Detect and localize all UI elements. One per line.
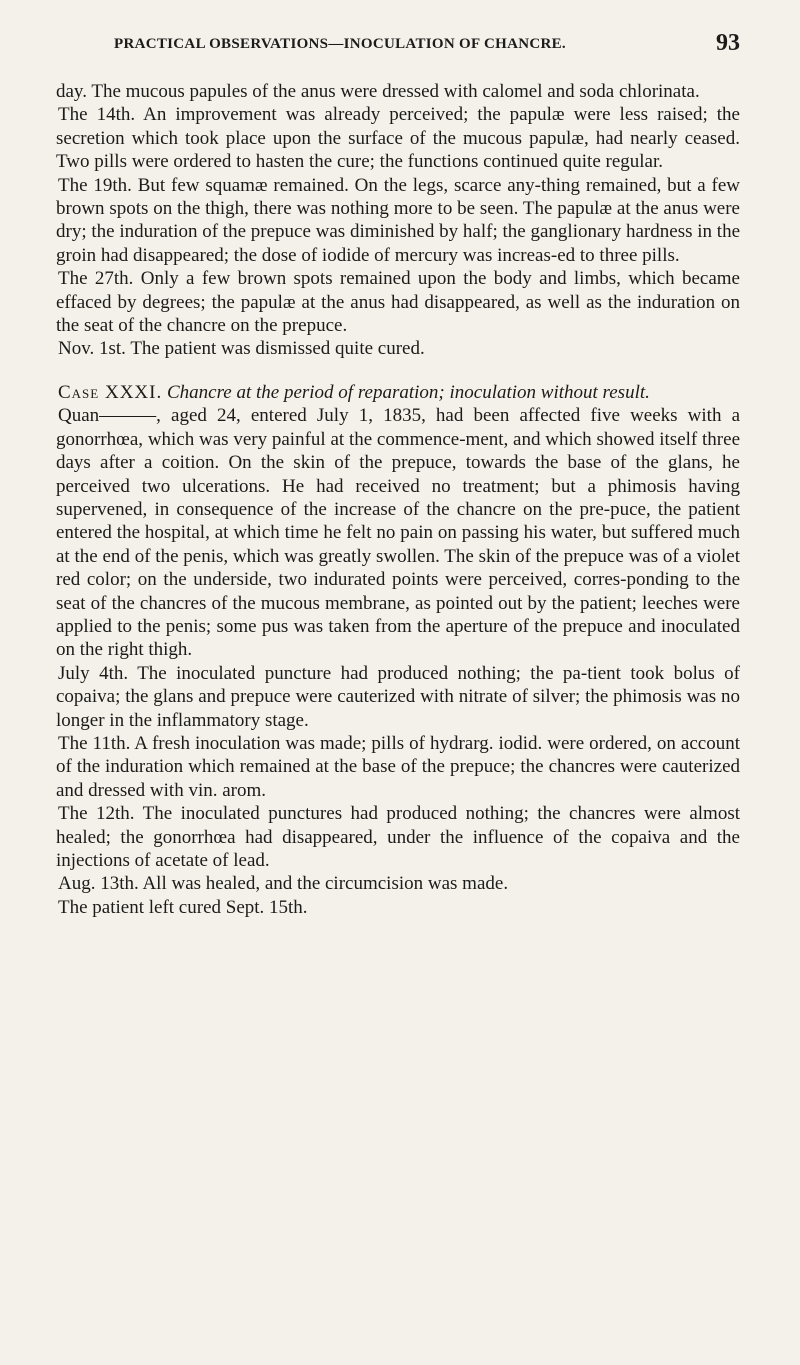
case-heading xyxy=(56,381,740,404)
paragraph: The 19th. But few squamæ remained. On the legs, scarce any-thing remained, but a few brown spots on the thigh, there was nothing more to be seen. The papulæ at the anus were dry; the induration of the prepuce was diminished by half; the ganglionary hardness in the groin had disappeared; the dose of iodide of mercury was increas-ed to three pills. xyxy=(56,174,740,266)
paragraph: The 11th. A fresh inoculation was made; pills of hydrarg. iodid. were ordered, on account of the induration which remained at the base of the prepuce; the chancres were cauterized and dressed with vin. arom. xyxy=(56,732,740,801)
paragraph: Nov. 1st. The patient was dismissed quite cured. xyxy=(58,338,425,360)
paragraph: Aug. 13th. All was healed, and the circumcision was made. xyxy=(58,873,509,895)
paragraph: The 14th. An improvement was already perceived; the papulæ were less raised; the secretion which took place upon the surface of the mucous papulæ, had nearly ceased. Two pills were ordered to hasten the cure; the functions continued quite regular. xyxy=(56,104,740,173)
paragraph: Quan———, aged 24, entered July 1, 1835, had been affected five weeks with a gonorrhœa, which was very painful at the commence-ment, and which showed itself three days after a coition. On the skin of the prepuce, towards the base of the glans, he perceived two ulcerations. He had received no treatment; but a phimosis having supervened, in consequence of the increase of the chancre on the pre-puce, the patient entered the hospital, at which time he felt no pain on passing his water, but suffered much at the end of the penis, which was greatly swollen. The skin of the prepuce was of a violet red color; on the underside, two indurated points were perceived, corres-ponding to the seat of the chancres of the mucous membrane, as pointed out by the patient; leeches were applied to the penis; some pus was taken from the aperture of the prepuce and inoculated on the right thigh. xyxy=(56,405,740,661)
running-head xyxy=(56,28,740,62)
paragraph: The 27th. Only a few brown spots remained upon the body and limbs, which became effaced by degrees; the papulæ at the anus had disappeared, as well as the induration on the seat of the chancre on the prepuce. xyxy=(56,268,740,337)
running-head-title: PRACTICAL OBSERVATIONS—INOCULATION OF CHANCRE. xyxy=(114,36,566,52)
paragraph: The patient left cured Sept. 15th. xyxy=(58,896,308,918)
paragraph: day. The mucous papules of the anus were dressed with calomel and soda chlorinata. xyxy=(56,81,700,102)
case-label: Case XXXI. xyxy=(58,381,163,403)
body-text xyxy=(56,80,740,919)
page-number: 93 xyxy=(716,30,740,56)
paragraph: July 4th. The inoculated puncture had produced nothing; the pa-tient took bolus of copaiva; the glans and prepuce were cauterized with nitrate of silver; the phimosis was no longer in the inflammatory stage. xyxy=(56,662,740,731)
paragraph: The 12th. The inoculated punctures had produced nothing; the chancres were almost healed; the gonorrhœa had disappeared, under the influence of the copaiva and the injections of acetate of lead. xyxy=(56,803,740,871)
case-title: Chancre at the period of reparation; inoculation without result. xyxy=(166,381,650,403)
